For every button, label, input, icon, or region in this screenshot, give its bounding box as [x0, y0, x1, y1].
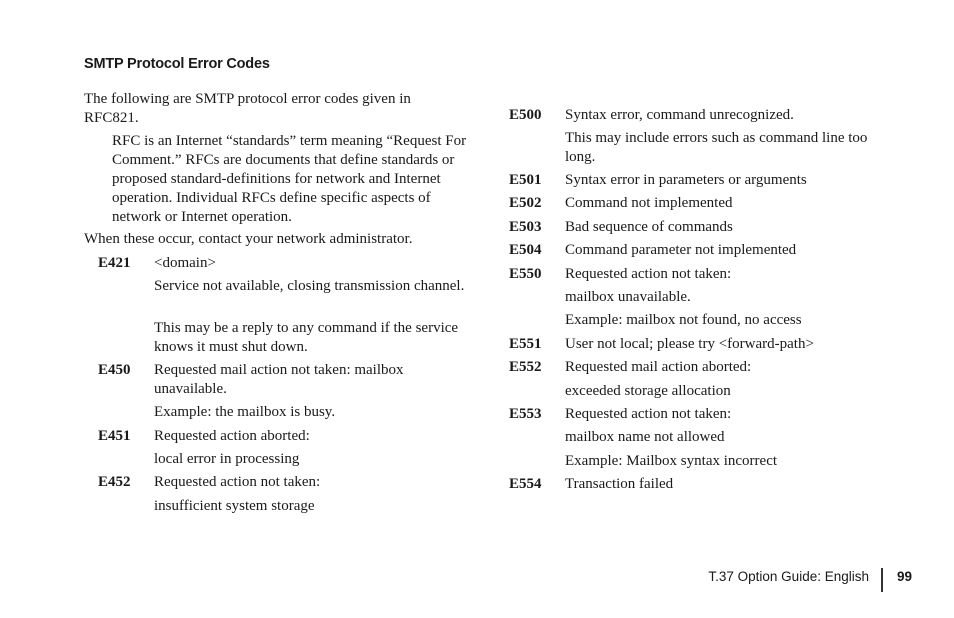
error-desc-line: local error in processing [154, 451, 300, 467]
error-desc-line: Command not implemented [565, 195, 733, 211]
error-desc-line: Transaction failed [565, 476, 674, 492]
error-desc-line: Example: mailbox not found, no access [565, 312, 802, 328]
error-desc-line: Service not available, closing transmission channel. [154, 278, 465, 294]
error-code-e501: E501 [509, 172, 542, 188]
intro-paragraph: The following are SMTP protocol error codes given in RFC821. [84, 91, 411, 126]
error-desc-line: This may be a reply to any command if the service knows it must shut down. [154, 320, 459, 355]
error-desc-line: Requested action not taken: [154, 474, 321, 490]
error-code-e503: E503 [509, 219, 542, 235]
error-desc-line: Example: Mailbox syntax incorrect [565, 453, 778, 469]
error-desc-line: insufficient system storage [154, 498, 315, 514]
guide-title: T.37 Option Guide: English [708, 569, 869, 584]
error-code-e451: E451 [98, 428, 131, 444]
error-code-e502: E502 [509, 195, 542, 211]
error-code-e554: E554 [509, 476, 542, 492]
error-code-e452: E452 [98, 474, 131, 490]
error-desc-line: <domain> [154, 255, 216, 271]
error-code-e450: E450 [98, 362, 131, 378]
error-desc-line: Requested action not taken: [565, 406, 732, 422]
error-desc-line: This may include errors such as command line too long. [565, 130, 868, 165]
error-desc-line: Syntax error in parameters or arguments [565, 172, 807, 188]
footer-divider [881, 568, 883, 592]
error-desc-line: Command parameter not implemented [565, 242, 797, 258]
error-desc-line: Requested action not taken: [565, 266, 732, 282]
error-code-e553: E553 [509, 406, 542, 422]
error-code-e421: E421 [98, 255, 131, 271]
page-number: 99 [897, 569, 913, 584]
error-desc-line: Requested mail action not taken: mailbox unavailable. [154, 362, 404, 397]
error-code-e552: E552 [509, 359, 542, 375]
rfc-note-paragraph: RFC is an Internet “standards” term meaning “Request For Comment.” RFCs are documents that define standards or proposed standard-definitions for network and Internet operation. Individual RFCs define specific aspects of network or Internet operation. [112, 133, 467, 225]
error-desc-line: Requested action aborted: [154, 428, 310, 444]
error-desc-line: Example: the mailbox is busy. [154, 404, 336, 420]
page-footer [0, 568, 954, 592]
error-desc-line: User not local; please try <forward-path> [565, 336, 814, 352]
error-code-e550: E550 [509, 266, 542, 282]
section-heading: SMTP Protocol Error Codes [84, 56, 270, 72]
error-code-e500: E500 [509, 107, 542, 123]
error-desc-line: exceeded storage allocation [565, 383, 731, 399]
contact-paragraph: When these occur, contact your network administrator. [84, 231, 413, 247]
error-code-e551: E551 [509, 336, 542, 352]
error-desc-line: Bad sequence of commands [565, 219, 733, 235]
error-code-e504: E504 [509, 242, 542, 258]
error-desc-line: mailbox unavailable. [565, 289, 691, 305]
error-desc-line: mailbox name not allowed [565, 429, 725, 445]
error-desc-line: Syntax error, command unrecognized. [565, 107, 794, 123]
error-desc-line: Requested mail action aborted: [565, 359, 752, 375]
